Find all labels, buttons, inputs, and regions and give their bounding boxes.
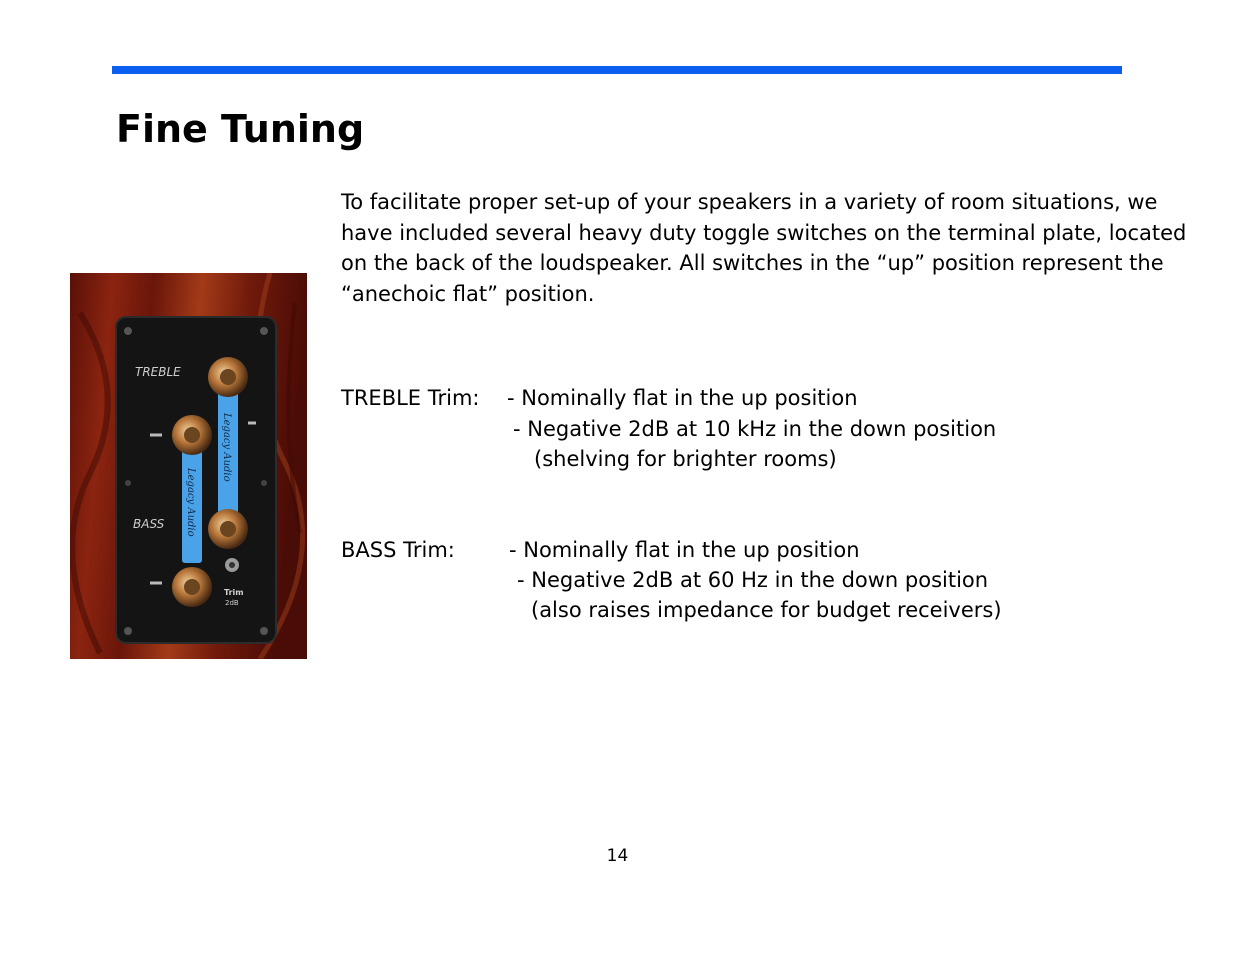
plate-label-bass: BASS [133, 517, 165, 531]
switch-label: Trim [224, 588, 244, 597]
terminal-plate-photo [70, 273, 307, 659]
strap-text-2: Legacy Audio [185, 468, 196, 537]
bass-trim-label: BASS Trim: [341, 538, 455, 562]
switch-sublabel: 2dB [225, 599, 239, 607]
treble-line-1: - Nominally flat in the up position [507, 386, 858, 410]
page-number: 14 [606, 846, 629, 866]
bass-line-3: (also raises impedance for budget receivers) [531, 598, 1002, 622]
page-title: Fine Tuning [116, 107, 365, 151]
treble-line-3: (shelving for brighter rooms) [534, 447, 837, 471]
treble-trim-label: TREBLE Trim: [341, 386, 480, 410]
bass-line-1: - Nominally flat in the up position [509, 538, 860, 562]
treble-line-2: - Negative 2dB at 10 kHz in the down position [513, 417, 997, 441]
plate-label-treble: TREBLE [135, 365, 181, 379]
header-rule [112, 66, 1122, 74]
bass-line-2: - Negative 2dB at 60 Hz in the down position [517, 568, 989, 592]
strap-text-1: Legacy Audio [221, 413, 232, 482]
intro-paragraph [341, 187, 1211, 309]
intro-text: To facilitate proper set-up of your speakers in a variety of room situations, we have included several heavy duty toggle switches on the terminal plate, located on the back of the loudspeaker. All switches in the “up” position represent the “anechoic flat” position. [341, 190, 1187, 306]
